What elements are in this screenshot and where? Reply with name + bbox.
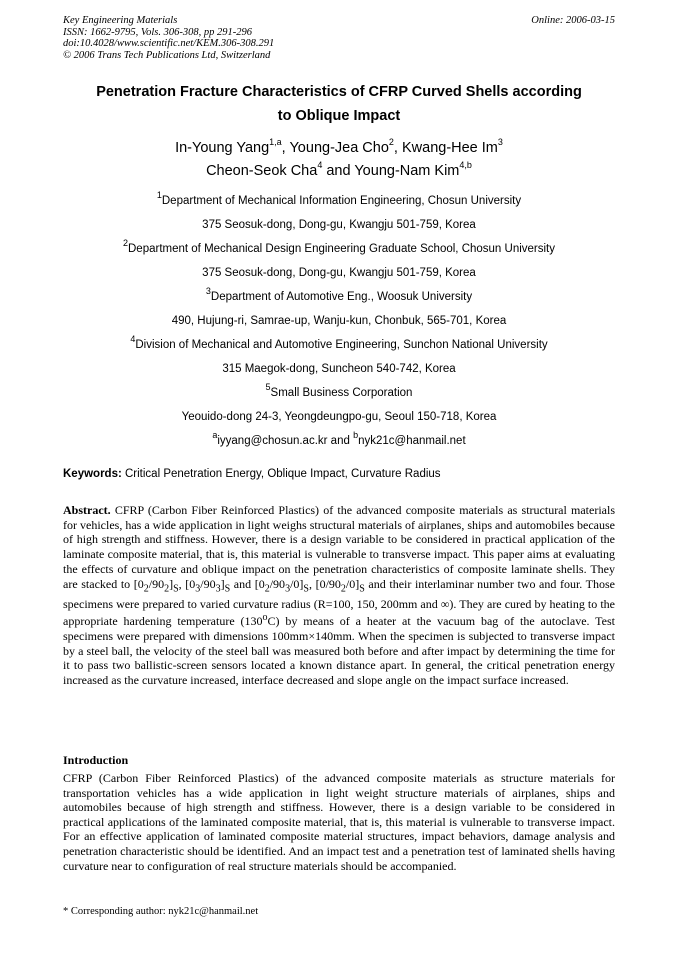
seq-part: /90 [148, 576, 165, 591]
affiliation-dept-text: Department of Mechanical Information Engineering, Chosun University [161, 195, 522, 207]
email-and: and [327, 435, 354, 447]
affiliation-dept-text: Division of Mechanical and Automotive Engineering, Sunchon National University [135, 339, 548, 351]
keywords [63, 467, 615, 482]
seq-part: /0] [345, 576, 360, 591]
issn-line: ISSN: 1662-9795, Vols. 306-308, pp 291-296 [63, 26, 252, 38]
affiliation-dept [40, 237, 638, 261]
seq-sub: S [359, 582, 365, 594]
author-line-1 [40, 137, 638, 160]
seq-sub: 2 [340, 582, 346, 594]
email-sup: a [212, 430, 218, 441]
doi-line: doi:10.4028/www.scientific.net/KEM.306-308.291 [63, 38, 275, 49]
stacking-sequence [315, 576, 365, 594]
author-name: Young-Nam Kim [354, 163, 460, 179]
affiliations [40, 189, 638, 453]
affiliation-dept [40, 189, 638, 213]
seq-sub: S [173, 582, 179, 594]
introduction-text: CFRP (Carbon Fiber Reinforced Plastics) of the advanced composite materials as structure materials for transportation vehicles has a wide application in light weight structure materials of airplanes, ships and automobiles because of high strength and stiffness. However, there is a design variable to be considered in practical applications of the laminated composite material, that is, this material is vulnerable to transverse impact. For an effective application of laminated composite material structures, impact behaviors, damage analysis and penetration characteristic should be identified. And an impact test and a penetration test of laminated shells having curvature near to configuration of real structure materials should be accompanied. [63, 771, 615, 873]
affiliation-num: 5 [265, 382, 271, 393]
journal-name: Key Engineering Materials [63, 15, 178, 26]
stacking-sequence [254, 576, 309, 594]
seq-part: /0] [290, 576, 304, 591]
author-sup: 3 [497, 137, 503, 148]
seq-part: /90 [269, 576, 286, 591]
author-name: Young-Jea Cho [289, 140, 389, 156]
author-sup: 4 [317, 160, 323, 171]
affiliation-num: 1 [156, 190, 162, 201]
abstract [63, 503, 615, 688]
affiliation-dept-text: Small Business Corporation [270, 387, 413, 399]
email-link[interactable]: nyk21c@hanmail.net [358, 435, 466, 447]
seq-sub: S [224, 582, 231, 594]
abstract-text: C) by means of a heater at the vacuum bag of the autoclave. Test specimens were prepared with dimensions 100mm×140mm. When the specimen is subjected to transverse impact by a steel ball, the velocity of the steel ball was measured both before and after impact by determining the time for it to pass two ballistic-screen sensors located a known distance apart. In general, the critical penetration energy increased as the curvature increased, interface decreased and slope angle on the impact surface increased. [63, 614, 615, 688]
affiliation-address: 315 Maegok-dong, Suncheon 540-742, Korea [222, 363, 456, 375]
seq-part: [0 [185, 576, 196, 591]
seq-sub: 2 [264, 582, 270, 594]
affiliation-dept [40, 285, 638, 309]
author-name: Kwang-Hee Im [401, 140, 498, 156]
email-sup: b [353, 430, 359, 441]
seq-part: ] [169, 576, 174, 591]
copyright-line: © 2006 Trans Tech Publications Ltd, Switzerland [63, 49, 271, 61]
author-name: Cheon-Seok Cha [206, 163, 318, 179]
author-and: and [322, 163, 355, 179]
title-line-1: Penetration Fracture Characteristics of CFRP Curved Shells according [96, 84, 582, 100]
seq-sub: 2 [164, 582, 170, 594]
journal-header [63, 15, 615, 61]
affiliation-num: 3 [205, 286, 211, 297]
affiliation-dept [40, 333, 638, 357]
keywords-text: Critical Penetration Energy, Oblique Impact, Curvature Radius [121, 468, 441, 480]
seq-part: [0 [133, 576, 144, 591]
seq-sub: S [303, 582, 309, 594]
corresponding-author-footnote: * Corresponding author: nyk21c@hanmail.net [63, 906, 259, 917]
author-sup: 2 [388, 137, 394, 148]
seq-sub: 3 [285, 582, 291, 594]
title-line-2: to Oblique Impact [277, 108, 401, 124]
author-name: In-Young Yang [175, 140, 270, 156]
stacking-sequence [133, 576, 179, 594]
affiliation-address: 375 Seosuk-dong, Dong-gu, Kwangju 501-759, Korea [202, 219, 476, 231]
seq-sep: , [308, 576, 316, 591]
seq-sub: 3 [195, 582, 201, 594]
introduction-heading: Introduction [63, 753, 129, 767]
author-sep: , [281, 140, 290, 156]
affiliation-num: 2 [122, 238, 128, 249]
keywords-label: Keywords: [63, 468, 122, 480]
seq-part: ] [220, 576, 225, 591]
author-sep: , [393, 140, 402, 156]
seq-part: [0 [254, 576, 265, 591]
seq-sep: and [230, 576, 255, 591]
abstract-text: and their interlaminar number two and four. Those specimens were prepared to varied curvature radius (R=100, 150, 200mm and ∞). They are cured by heating to the appropriate hardening temperature (130 [63, 576, 616, 629]
stacking-sequence [185, 576, 231, 594]
seq-part: [0/90 [315, 576, 341, 591]
author-sup: 4,b [459, 160, 472, 171]
author-line-2 [40, 160, 638, 183]
affiliation-address: Yeouido-dong 24-3, Yeongdeungpo-gu, Seoul 150-718, Korea [181, 411, 497, 423]
affiliation-address: 375 Seosuk-dong, Dong-gu, Kwangju 501-759, Korea [202, 267, 476, 279]
affiliation-dept-text: Department of Mechanical Design Engineering Graduate School, Chosun University [128, 243, 556, 255]
abstract-text: CFRP (Carbon Fiber Reinforced Plastics) of the advanced composite materials as structural materials for vehicles, has a wide application in light weighs structural materials of airplanes, ships and automobiles because of high strength and stiffness. However, there is a design variable to be considered in practical application of the laminate composite material, that is, this material is vulnerable to transverse impact. This paper aims at evaluating the effects of curvature and oblique impact on the penetration characteristics of composite laminate shells. They are stacked to [63, 503, 615, 591]
author-sup: 1,a [269, 137, 282, 148]
paper-title [40, 80, 638, 128]
online-date: Online: 2006-03-15 [531, 15, 615, 26]
abstract-label: Abstract. [63, 503, 111, 517]
affiliation-dept [40, 381, 638, 405]
author-list [40, 137, 638, 183]
affiliation-address: 490, Hujung-ri, Samrae-up, Wanju-kun, Chonbuk, 565-701, Korea [171, 315, 507, 327]
email-link[interactable]: iyyang@chosun.ac.kr [217, 435, 328, 447]
seq-sub: 2 [143, 582, 149, 594]
seq-part: /90 [200, 576, 216, 591]
seq-sub: 3 [215, 582, 221, 594]
degree-sup: o [262, 612, 268, 624]
affiliation-num: 4 [130, 334, 136, 345]
seq-sep: , [178, 576, 186, 591]
email-line [40, 429, 638, 453]
affiliation-dept-text: Department of Automotive Eng., Woosuk University [210, 291, 473, 303]
